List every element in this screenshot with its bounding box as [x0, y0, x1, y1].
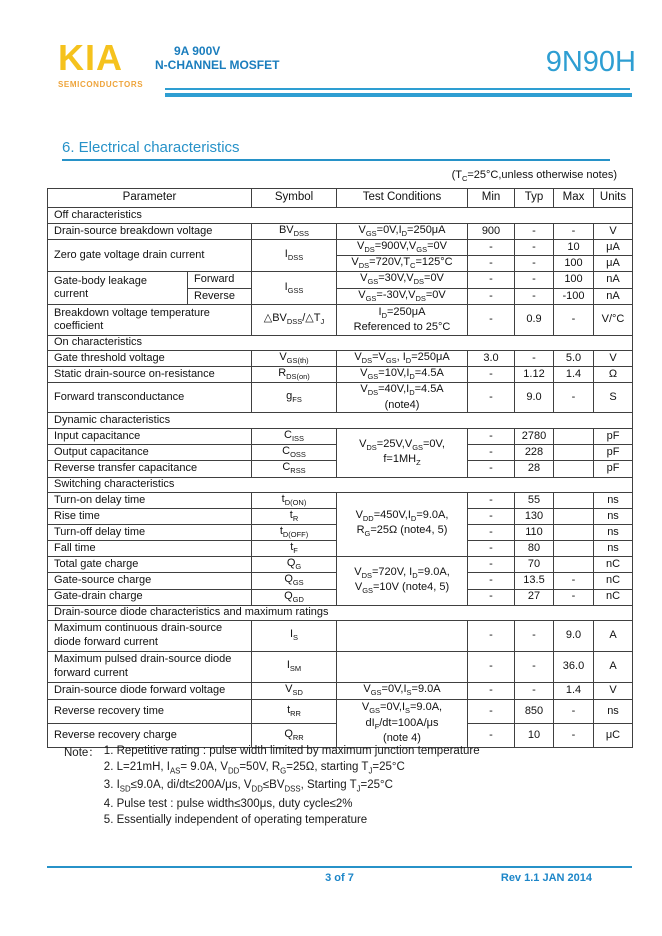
- table-cell: $R_{DS(on)}$: [252, 366, 337, 382]
- table-cell: 900: [468, 224, 515, 240]
- table-cell: 80: [515, 541, 554, 557]
- table-cell: 9.0: [515, 383, 554, 413]
- device-type: N-CHANNEL MOSFET: [155, 58, 280, 73]
- table-cell: -: [554, 723, 594, 747]
- table-cell: [554, 461, 594, 477]
- table-cell: $t_F$: [252, 541, 337, 557]
- table-cell: [554, 508, 594, 524]
- table-cell: 100: [554, 256, 594, 272]
- table-cell: $V_{GS(th)}$: [252, 350, 337, 366]
- table-row: [48, 651, 633, 682]
- table-cell: 3.0: [468, 350, 515, 366]
- table-cell: 10: [515, 723, 554, 747]
- page-number: 3 of 7: [325, 872, 354, 884]
- table-cell: $t_{D(OFF)}$: [252, 524, 337, 540]
- section-label: Drain-source diode characteristics and maximum ratings: [48, 605, 633, 620]
- table-cell: $\triangle BV_{DSS}/\triangle T_J$: [252, 304, 337, 335]
- section-title: 6. Electrical characteristics: [62, 139, 610, 161]
- table-cell: Gate-source charge: [48, 573, 252, 589]
- revision-label: Rev 1.1 JAN 2014: [500, 872, 592, 884]
- table-cell: 1.4: [554, 682, 594, 699]
- table-cell: -: [515, 224, 554, 240]
- table-cell: Forward: [188, 272, 252, 288]
- table-cell: -: [468, 461, 515, 477]
- table-cell: Reverse: [188, 288, 252, 304]
- logo-subtext: SEMICONDUCTORS: [58, 80, 144, 89]
- table-cell: -: [468, 445, 515, 461]
- table-cell: 28: [515, 461, 554, 477]
- table-cell: S: [594, 383, 633, 413]
- table-cell: $Q_G$: [252, 557, 337, 573]
- table-cell: $V_{GS}=0V,I_D=250\mu A$: [337, 224, 468, 240]
- table-cell: pF: [594, 429, 633, 445]
- table-cell: Gate-body leakage current: [48, 272, 188, 304]
- table-cell: -: [515, 272, 554, 288]
- table-cell: $C_{ISS}$: [252, 429, 337, 445]
- table-cell: -: [554, 699, 594, 723]
- table-row: [48, 620, 633, 651]
- section-row: [48, 477, 633, 492]
- table-cell: [554, 492, 594, 508]
- table-cell: Rise time: [48, 508, 252, 524]
- table-cell: -: [515, 240, 554, 256]
- section-label: Off characteristics: [48, 208, 633, 224]
- table-cell: $t_R$: [252, 508, 337, 524]
- table-cell: $V_{DS}=900V,V_{GS}=0V$: [337, 240, 468, 256]
- table-cell: -: [554, 383, 594, 413]
- table-cell: 55: [515, 492, 554, 508]
- table-cell: A: [594, 651, 633, 682]
- footer-rule: [47, 866, 632, 868]
- table-cell: nA: [594, 288, 633, 304]
- table-cell: [337, 620, 468, 651]
- table-row: [48, 224, 633, 240]
- table-cell: -: [515, 682, 554, 699]
- table-cell: A: [594, 620, 633, 651]
- section-label: Dynamic characteristics: [48, 413, 633, 429]
- table-cell: $V_{SD}$: [252, 682, 337, 699]
- table-cell: $I_D=250\mu A$ Referenced to 25°C: [337, 304, 468, 335]
- table-cell: 5.0: [554, 350, 594, 366]
- table-row: [48, 272, 633, 288]
- table-cell: -: [554, 304, 594, 335]
- device-description: [155, 44, 279, 73]
- table-row: [48, 304, 633, 335]
- table-cell: Ω: [594, 366, 633, 382]
- test-condition-note: ($T_C=25^\circ C,unless$ otherwise notes): [451, 169, 617, 184]
- table-cell: -: [468, 288, 515, 304]
- table-cell: $V_{GS}=10V,I_D=4.5A$: [337, 366, 468, 382]
- table-cell: -: [468, 557, 515, 573]
- note-item: 1. Repetitive rating : pulse width limited by maximum junction temperature: [103, 745, 480, 757]
- column-header: Units: [594, 189, 633, 208]
- table-cell: Total gate charge: [48, 557, 252, 573]
- table-cell: pF: [594, 461, 633, 477]
- section-row: [48, 605, 633, 620]
- table-cell: Static drain-source on-resistance: [48, 366, 252, 382]
- table-cell: -: [554, 589, 594, 605]
- table-cell: μA: [594, 240, 633, 256]
- table-cell: -: [468, 699, 515, 723]
- table-cell: $g_{FS}$: [252, 383, 337, 413]
- table-row: [48, 682, 633, 699]
- column-header: Typ: [515, 189, 554, 208]
- table-cell: Maximum continuous drain-source diode forward current: [48, 620, 252, 651]
- table-cell: -: [468, 492, 515, 508]
- table-cell: Reverse recovery time: [48, 699, 252, 723]
- table-cell: ns: [594, 492, 633, 508]
- table-cell: Drain-source breakdown voltage: [48, 224, 252, 240]
- table-cell: V/°C: [594, 304, 633, 335]
- table-cell: μA: [594, 256, 633, 272]
- table-cell: 850: [515, 699, 554, 723]
- header-rule-thin: [165, 88, 630, 90]
- table-cell: pF: [594, 445, 633, 461]
- table-cell: Input capacitance: [48, 429, 252, 445]
- table-cell: nC: [594, 589, 633, 605]
- table-cell: -: [468, 240, 515, 256]
- notes-block: [64, 744, 480, 829]
- table-cell: $C_{RSS}$: [252, 461, 337, 477]
- table-cell: -: [468, 508, 515, 524]
- table-cell: -: [468, 366, 515, 382]
- table-row: [48, 492, 633, 508]
- table-cell: Breakdown voltage temperature coefficient: [48, 304, 252, 335]
- table-cell: 1.4: [554, 366, 594, 382]
- table-cell: 9.0: [554, 620, 594, 651]
- table-cell: [554, 541, 594, 557]
- table-cell: Turn-off delay time: [48, 524, 252, 540]
- table-row: [48, 429, 633, 445]
- table-cell: Maximum pulsed drain-source diode forward current: [48, 651, 252, 682]
- note-item: 2. L=21mH, $I_{AS}= 9.0A$, $V_{DD}=50V$, $R_G=25\Omega$, starting $T_J=25^\circ C$: [103, 760, 405, 775]
- table-cell: $Q_{RR}$: [252, 723, 337, 747]
- table-cell: -: [468, 272, 515, 288]
- column-header: Test Conditions: [337, 189, 468, 208]
- table-cell: $V_{GS}=0V,I_S=9.0A$: [337, 682, 468, 699]
- table-cell: Fall time: [48, 541, 252, 557]
- kia-logo: [58, 37, 144, 89]
- device-rating: 9A 900V: [174, 44, 221, 58]
- table-cell: -: [468, 682, 515, 699]
- table-cell: 228: [515, 445, 554, 461]
- table-cell: ns: [594, 541, 633, 557]
- column-header: Min: [468, 189, 515, 208]
- table-cell: V: [594, 350, 633, 366]
- logo-text: KIA: [58, 37, 123, 78]
- column-header: Symbol: [252, 189, 337, 208]
- table-cell: $Q_{GS}$: [252, 573, 337, 589]
- table-row: [48, 557, 633, 573]
- page-footer: [47, 872, 632, 888]
- table-cell: μC: [594, 723, 633, 747]
- table-row: [48, 383, 633, 413]
- table-cell: -: [468, 589, 515, 605]
- table-cell: $I_{GSS}$: [252, 272, 337, 304]
- table-cell: -: [468, 723, 515, 747]
- table-cell: -: [468, 541, 515, 557]
- section-row: [48, 413, 633, 429]
- table-cell: -: [554, 224, 594, 240]
- table-row: [48, 366, 633, 382]
- table-cell: 13.5: [515, 573, 554, 589]
- notes-list: [104, 744, 480, 829]
- column-header: Max: [554, 189, 594, 208]
- table-cell: V: [594, 224, 633, 240]
- table-cell: nC: [594, 557, 633, 573]
- table-cell: 0.9: [515, 304, 554, 335]
- table-row: [48, 240, 633, 256]
- table-cell: -: [468, 524, 515, 540]
- characteristics-table: [47, 188, 633, 748]
- table-cell: V: [594, 682, 633, 699]
- table-cell: nC: [594, 573, 633, 589]
- section-row: [48, 208, 633, 224]
- table-cell: Reverse recovery charge: [48, 723, 252, 747]
- table-cell: [554, 429, 594, 445]
- table-cell: 70: [515, 557, 554, 573]
- note-item: 4. Pulse test : pulse width≤300μs, duty cycle≤2%: [103, 798, 353, 811]
- table-cell: 10: [554, 240, 594, 256]
- table-cell: -: [468, 304, 515, 335]
- notes-label: Note：: [64, 747, 100, 759]
- table-cell: nA: [594, 272, 633, 288]
- table-cell: $t_{D(ON)}$: [252, 492, 337, 508]
- column-header: Parameter: [48, 189, 252, 208]
- table-cell: $V_{DS}=720V$, $I_D=9.0A$, $V_{GS}=10V$ (note4, 5): [337, 557, 468, 605]
- note-item: 5. Essentially independent of operating temperature: [103, 813, 368, 826]
- table-cell: Gate threshold voltage: [48, 350, 252, 366]
- table-cell: 110: [515, 524, 554, 540]
- table-cell: Turn-on delay time: [48, 492, 252, 508]
- table-cell: -: [468, 256, 515, 272]
- table-cell: $V_{DS}=40V,I_D=4.5A$ (note4): [337, 383, 468, 413]
- table-cell: $I_S$: [252, 620, 337, 651]
- table-cell: $V_{GS}=0V,I_S=9.0A$, $dI_F/dt=100A/\mu s$ (note 4): [337, 699, 468, 747]
- table-cell: $V_{DS}=25V,V_{GS}=0V$, $f=1MH_Z$: [337, 429, 468, 477]
- part-number: 9N90H: [545, 46, 636, 78]
- table-cell: 1.12: [515, 366, 554, 382]
- table-cell: 2780: [515, 429, 554, 445]
- table-cell: $I_{DSS}$: [252, 240, 337, 272]
- section-label: On characteristics: [48, 335, 633, 350]
- table-cell: -: [515, 256, 554, 272]
- table-cell: -: [515, 350, 554, 366]
- table-row: [48, 699, 633, 723]
- note-item: 3. $I_{SD}\le 9.0A$, di/dt≤200A/μs, $V_{DD}\le BV_{DSS}$, Starting $T_J=25^\circ C$: [103, 779, 393, 794]
- table-cell: -: [468, 620, 515, 651]
- table-cell: Reverse transfer capacitance: [48, 461, 252, 477]
- table-cell: 130: [515, 508, 554, 524]
- table-cell: $V_{DS}=720V,T_C=125^\circ C$: [337, 256, 468, 272]
- table-cell: $I_{SM}$: [252, 651, 337, 682]
- table-cell: -: [468, 651, 515, 682]
- table-cell: Drain-source diode forward voltage: [48, 682, 252, 699]
- table-cell: [337, 651, 468, 682]
- table-cell: Zero gate voltage drain current: [48, 240, 252, 272]
- table-cell: $V_{DD}=450V,I_D=9.0A$, $R_G=25\Omega$ (note4, 5): [337, 492, 468, 557]
- table-cell: $V_{DS}=V_{GS}$, $I_D=250\mu A$: [337, 350, 468, 366]
- table-cell: Output capacitance: [48, 445, 252, 461]
- table-cell: 36.0: [554, 651, 594, 682]
- table-cell: [554, 524, 594, 540]
- table-cell: -: [468, 573, 515, 589]
- table-cell: $C_{OSS}$: [252, 445, 337, 461]
- section-row: [48, 335, 633, 350]
- table-cell: $V_{GS}=-30V,V_{DS}=0V$: [337, 288, 468, 304]
- table-cell: -: [468, 429, 515, 445]
- table-header-row: [48, 189, 633, 208]
- table-cell: ns: [594, 508, 633, 524]
- table-cell: $V_{GS}=30V,V_{DS}=0V$: [337, 272, 468, 288]
- table-cell: ns: [594, 524, 633, 540]
- table-cell: [554, 557, 594, 573]
- table-cell: [554, 445, 594, 461]
- table-cell: 100: [554, 272, 594, 288]
- table-body: [48, 208, 633, 748]
- table-cell: $Q_{GD}$: [252, 589, 337, 605]
- header-rule-thick: [165, 93, 632, 97]
- table-cell: 27: [515, 589, 554, 605]
- table-cell: Forward transconductance: [48, 383, 252, 413]
- table-cell: Gate-drain charge: [48, 589, 252, 605]
- table-row: [48, 350, 633, 366]
- table-cell: -: [515, 288, 554, 304]
- table-cell: $BV_{DSS}$: [252, 224, 337, 240]
- table-cell: -: [468, 383, 515, 413]
- section-label: Switching characteristics: [48, 477, 633, 492]
- table-cell: ns: [594, 699, 633, 723]
- table-cell: -: [515, 651, 554, 682]
- table-cell: -100: [554, 288, 594, 304]
- table-cell: $t_{RR}$: [252, 699, 337, 723]
- table-cell: -: [515, 620, 554, 651]
- table-cell: -: [554, 573, 594, 589]
